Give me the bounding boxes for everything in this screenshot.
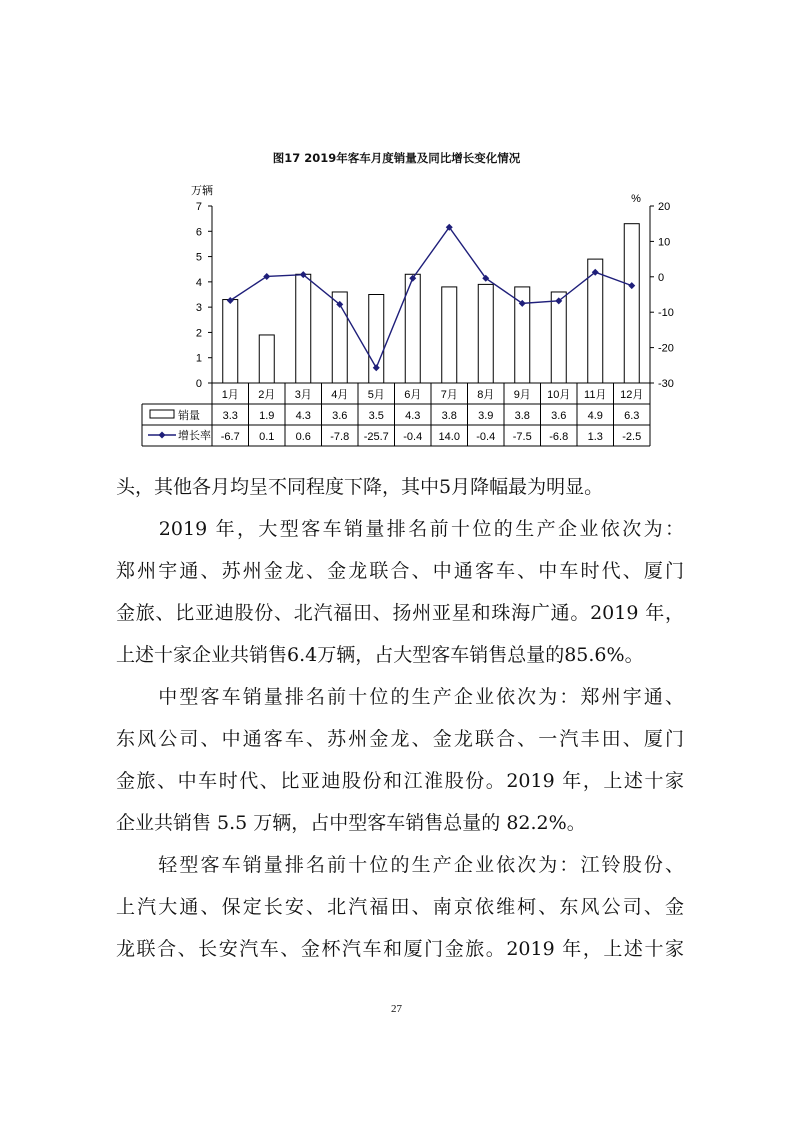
text-line: 轻型客车销量排名前十位的生产企业依次为：江铃股份、 bbox=[116, 854, 684, 876]
bar bbox=[296, 274, 311, 383]
text-line: 金旅、比亚迪股份、北汽福田、扬州亚星和珠海广通。2019 年， bbox=[116, 602, 684, 624]
growth-value-label: -25.7 bbox=[363, 431, 389, 443]
bar bbox=[551, 292, 566, 383]
left-tick-label: 0 bbox=[195, 378, 202, 390]
category-label: 2月 bbox=[258, 389, 276, 401]
line-legend-marker bbox=[159, 432, 166, 439]
bar-legend-key bbox=[150, 410, 174, 418]
paragraph bbox=[116, 676, 684, 844]
growth-value-label: -0.4 bbox=[403, 431, 423, 443]
sales-value-label: 3.8 bbox=[514, 410, 530, 422]
paragraph bbox=[116, 466, 684, 508]
body-text bbox=[116, 466, 684, 970]
paragraph bbox=[116, 844, 684, 970]
growth-value-label: 0.1 bbox=[259, 431, 275, 443]
page-number: 27 bbox=[391, 1003, 402, 1015]
line-legend-label: 增长率 bbox=[178, 430, 211, 442]
data-table bbox=[142, 383, 650, 446]
category-label: 11月 bbox=[584, 389, 607, 401]
bar bbox=[223, 300, 238, 383]
sales-value-label: 3.6 bbox=[551, 410, 567, 422]
bar bbox=[259, 335, 274, 383]
sales-value-label: 4.3 bbox=[405, 410, 421, 422]
category-label: 5月 bbox=[367, 389, 385, 401]
category-label: 3月 bbox=[294, 389, 312, 401]
growth-value-label: 14.0 bbox=[438, 431, 460, 443]
text-line: 上汽大通、保定长安、北汽福田、南京依维柯、东风公司、金 bbox=[116, 896, 684, 918]
category-label: 12月 bbox=[620, 389, 644, 401]
category-label: 8月 bbox=[477, 389, 495, 401]
text-line: 龙联合、长安汽车、金杯汽车和厦门金旅。2019 年，上述十家 bbox=[116, 938, 684, 960]
text-line: 企业共销售 5.5 万辆，占中型客车销售总量的 82.2%。 bbox=[116, 812, 586, 834]
sales-value-label: 3.5 bbox=[368, 410, 384, 422]
sales-value-label: 3.8 bbox=[441, 410, 457, 422]
sales-value-label: 6.3 bbox=[624, 410, 640, 422]
left-tick-label: 3 bbox=[195, 302, 202, 315]
text-line: 2019 年，大型客车销量排名前十位的生产企业依次为： bbox=[116, 518, 684, 540]
category-label: 1月 bbox=[221, 389, 239, 401]
sales-value-label: 3.9 bbox=[478, 410, 494, 422]
left-tick-label: 4 bbox=[195, 276, 202, 289]
figure-title: 图17 2019年客车月度销量及同比增长变化情况 bbox=[272, 151, 521, 165]
growth-value-label: -7.8 bbox=[330, 431, 350, 443]
category-label: 6月 bbox=[404, 389, 422, 401]
sales-value-label: 3.3 bbox=[222, 410, 238, 422]
growth-value-label: -0.4 bbox=[476, 431, 496, 443]
right-tick-label: -20 bbox=[658, 342, 674, 355]
sales-value-label: 4.9 bbox=[587, 410, 603, 422]
left-tick-label: 5 bbox=[195, 251, 202, 264]
category-label: 9月 bbox=[513, 389, 531, 401]
text-line: 金旅、中车时代、比亚迪股份和江淮股份。2019 年，上述十家 bbox=[116, 770, 684, 792]
text-line: 郑州宇通、苏州金龙、金龙联合、中通客车、中车时代、厦门 bbox=[116, 560, 684, 582]
category-label: 7月 bbox=[440, 389, 458, 401]
text-line: 上述十家企业共销售6.4万辆，占大型客车销售总量的85.6%。 bbox=[116, 644, 644, 666]
line-series bbox=[227, 224, 636, 372]
right-tick-label: 0 bbox=[658, 271, 665, 284]
right-tick-label: -30 bbox=[658, 378, 674, 390]
bar bbox=[588, 259, 603, 383]
left-tick-label: 1 bbox=[195, 352, 202, 365]
text-line: 中型客车销量排名前十位的生产企业依次为：郑州宇通、 bbox=[116, 686, 684, 708]
bar-legend-label: 销量 bbox=[178, 410, 200, 422]
bar bbox=[478, 284, 493, 383]
growth-value-label: -2.5 bbox=[622, 431, 642, 443]
left-tick-label: 2 bbox=[195, 327, 202, 340]
right-tick-label: 10 bbox=[658, 236, 671, 249]
left-axis-unit: 万辆 bbox=[191, 185, 213, 197]
sales-chart bbox=[0, 0, 793, 460]
growth-value-label: -6.7 bbox=[220, 431, 240, 443]
sales-value-label: 1.9 bbox=[259, 410, 275, 422]
growth-value-label: -7.5 bbox=[512, 431, 532, 443]
text-line: 东风公司、中通客车、苏州金龙、金龙联合、一汽丰田、厦门 bbox=[116, 728, 684, 750]
bar bbox=[442, 287, 457, 383]
left-tick-label: 6 bbox=[195, 226, 202, 239]
growth-value-label: 1.3 bbox=[587, 431, 603, 443]
right-axis-unit: % bbox=[631, 193, 641, 205]
right-tick-label: 20 bbox=[658, 201, 671, 213]
sales-value-label: 3.6 bbox=[332, 410, 348, 422]
left-tick-label: 7 bbox=[195, 201, 202, 213]
growth-value-label: -6.8 bbox=[549, 431, 569, 443]
paragraph bbox=[116, 508, 684, 676]
growth-line bbox=[230, 227, 632, 368]
growth-value-label: 0.6 bbox=[295, 431, 311, 443]
category-label: 10月 bbox=[547, 389, 571, 401]
bar-series bbox=[223, 224, 640, 383]
text-line: 头，其他各月均呈不同程度下降，其中5月降幅最为明显。 bbox=[116, 476, 604, 498]
bar bbox=[624, 224, 639, 383]
sales-value-label: 4.3 bbox=[295, 410, 311, 422]
category-label: 4月 bbox=[331, 389, 349, 401]
right-tick-label: -10 bbox=[658, 307, 674, 320]
